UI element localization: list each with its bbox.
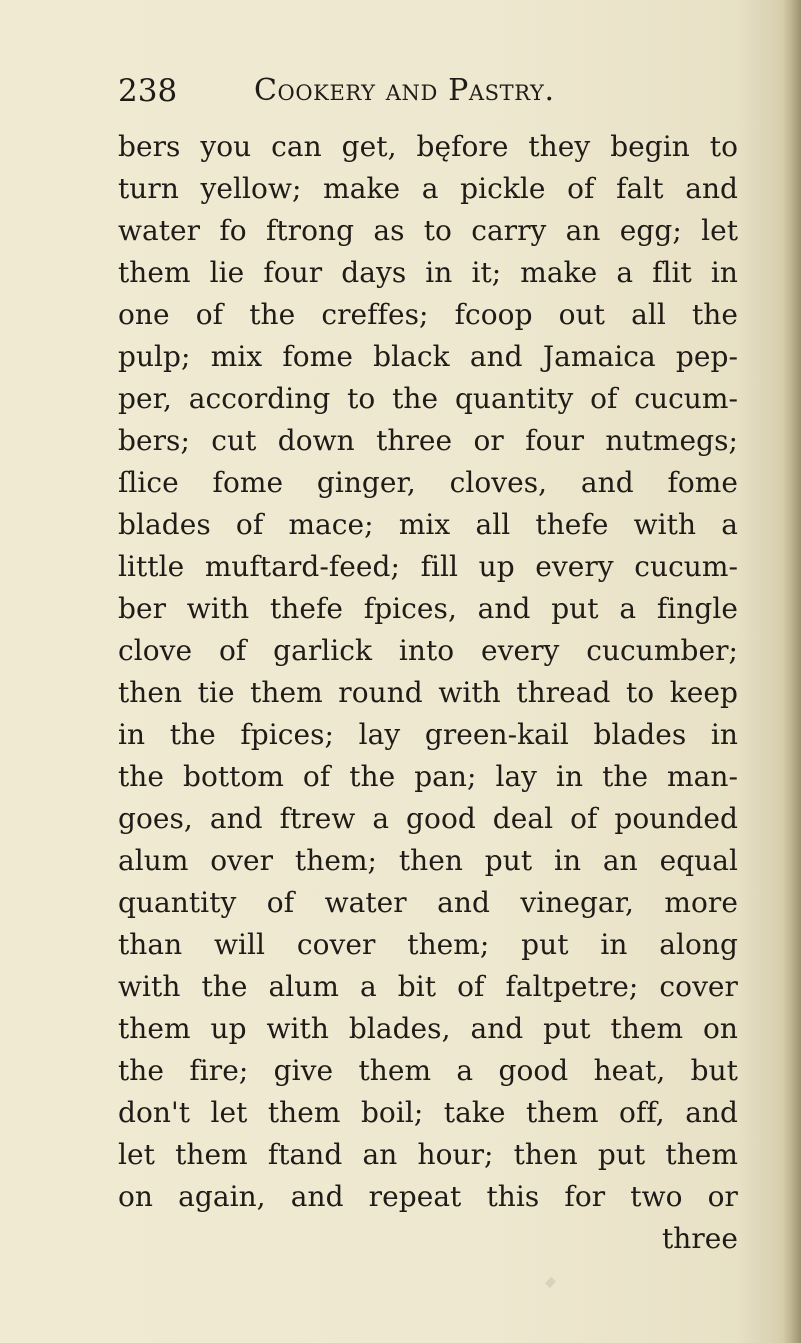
text-line: them lie four days in it; make a flit in bbox=[118, 256, 738, 289]
running-title: Cookery and Pastry. bbox=[254, 73, 555, 108]
text-line: little muftard-feed; fill up every cucum- bbox=[118, 550, 738, 583]
text-line: on again, and repeat this for two or bbox=[118, 1180, 738, 1213]
text-line: blades of mace; mix all thefe with a bbox=[118, 508, 738, 541]
text-line: then tie them round with thread to keep bbox=[118, 676, 738, 709]
text-line: bers you can get, bęfore they begin to bbox=[118, 130, 738, 163]
recipe-text bbox=[118, 126, 738, 1260]
text-line: don't let them boil; take them off, and bbox=[118, 1096, 738, 1129]
paper-mark bbox=[545, 1277, 556, 1288]
catchword: three bbox=[661, 1222, 738, 1255]
text-line: than will cover them; put in along bbox=[118, 928, 738, 961]
page-edge-shadow bbox=[783, 0, 801, 1343]
page-header bbox=[0, 69, 801, 113]
text-line: pulp; mix fome black and Jamaica pep- bbox=[118, 340, 738, 373]
text-line: quantity of water and vinegar, more bbox=[118, 886, 738, 919]
text-line: in the fpices; lay green-kail blades in bbox=[118, 718, 738, 751]
text-line: the bottom of the pan; lay in the man- bbox=[118, 760, 738, 793]
text-line: one of the creffes; fcoop out all the bbox=[118, 298, 738, 331]
text-line: per, according to the quantity of cucum- bbox=[118, 382, 738, 415]
text-line: water fo ftrong as to carry an egg; let bbox=[118, 214, 738, 247]
text-line: turn yellow; make a pickle of falt and bbox=[118, 172, 738, 205]
text-line: them up with blades, and put them on bbox=[118, 1012, 738, 1045]
text-line: goes, and ftrew a good deal of pounded bbox=[118, 802, 738, 835]
text-line: let them ftand an hour; then put them bbox=[118, 1138, 738, 1171]
text-line: bers; cut down three or four nutmegs; bbox=[118, 424, 738, 457]
text-line: ber with thefe fpices, and put a fingle bbox=[118, 592, 738, 625]
text-line: clove of garlick into every cucumber; bbox=[118, 634, 738, 667]
text-line: alum over them; then put in an equal bbox=[118, 844, 738, 877]
page-number: 238 bbox=[118, 73, 178, 109]
text-line: with the alum a bit of faltpetre; cover bbox=[118, 970, 738, 1003]
text-line: the fire; give them a good heat, but bbox=[118, 1054, 738, 1087]
text-line: ſlice fome ginger, cloves, and fome bbox=[118, 466, 738, 499]
